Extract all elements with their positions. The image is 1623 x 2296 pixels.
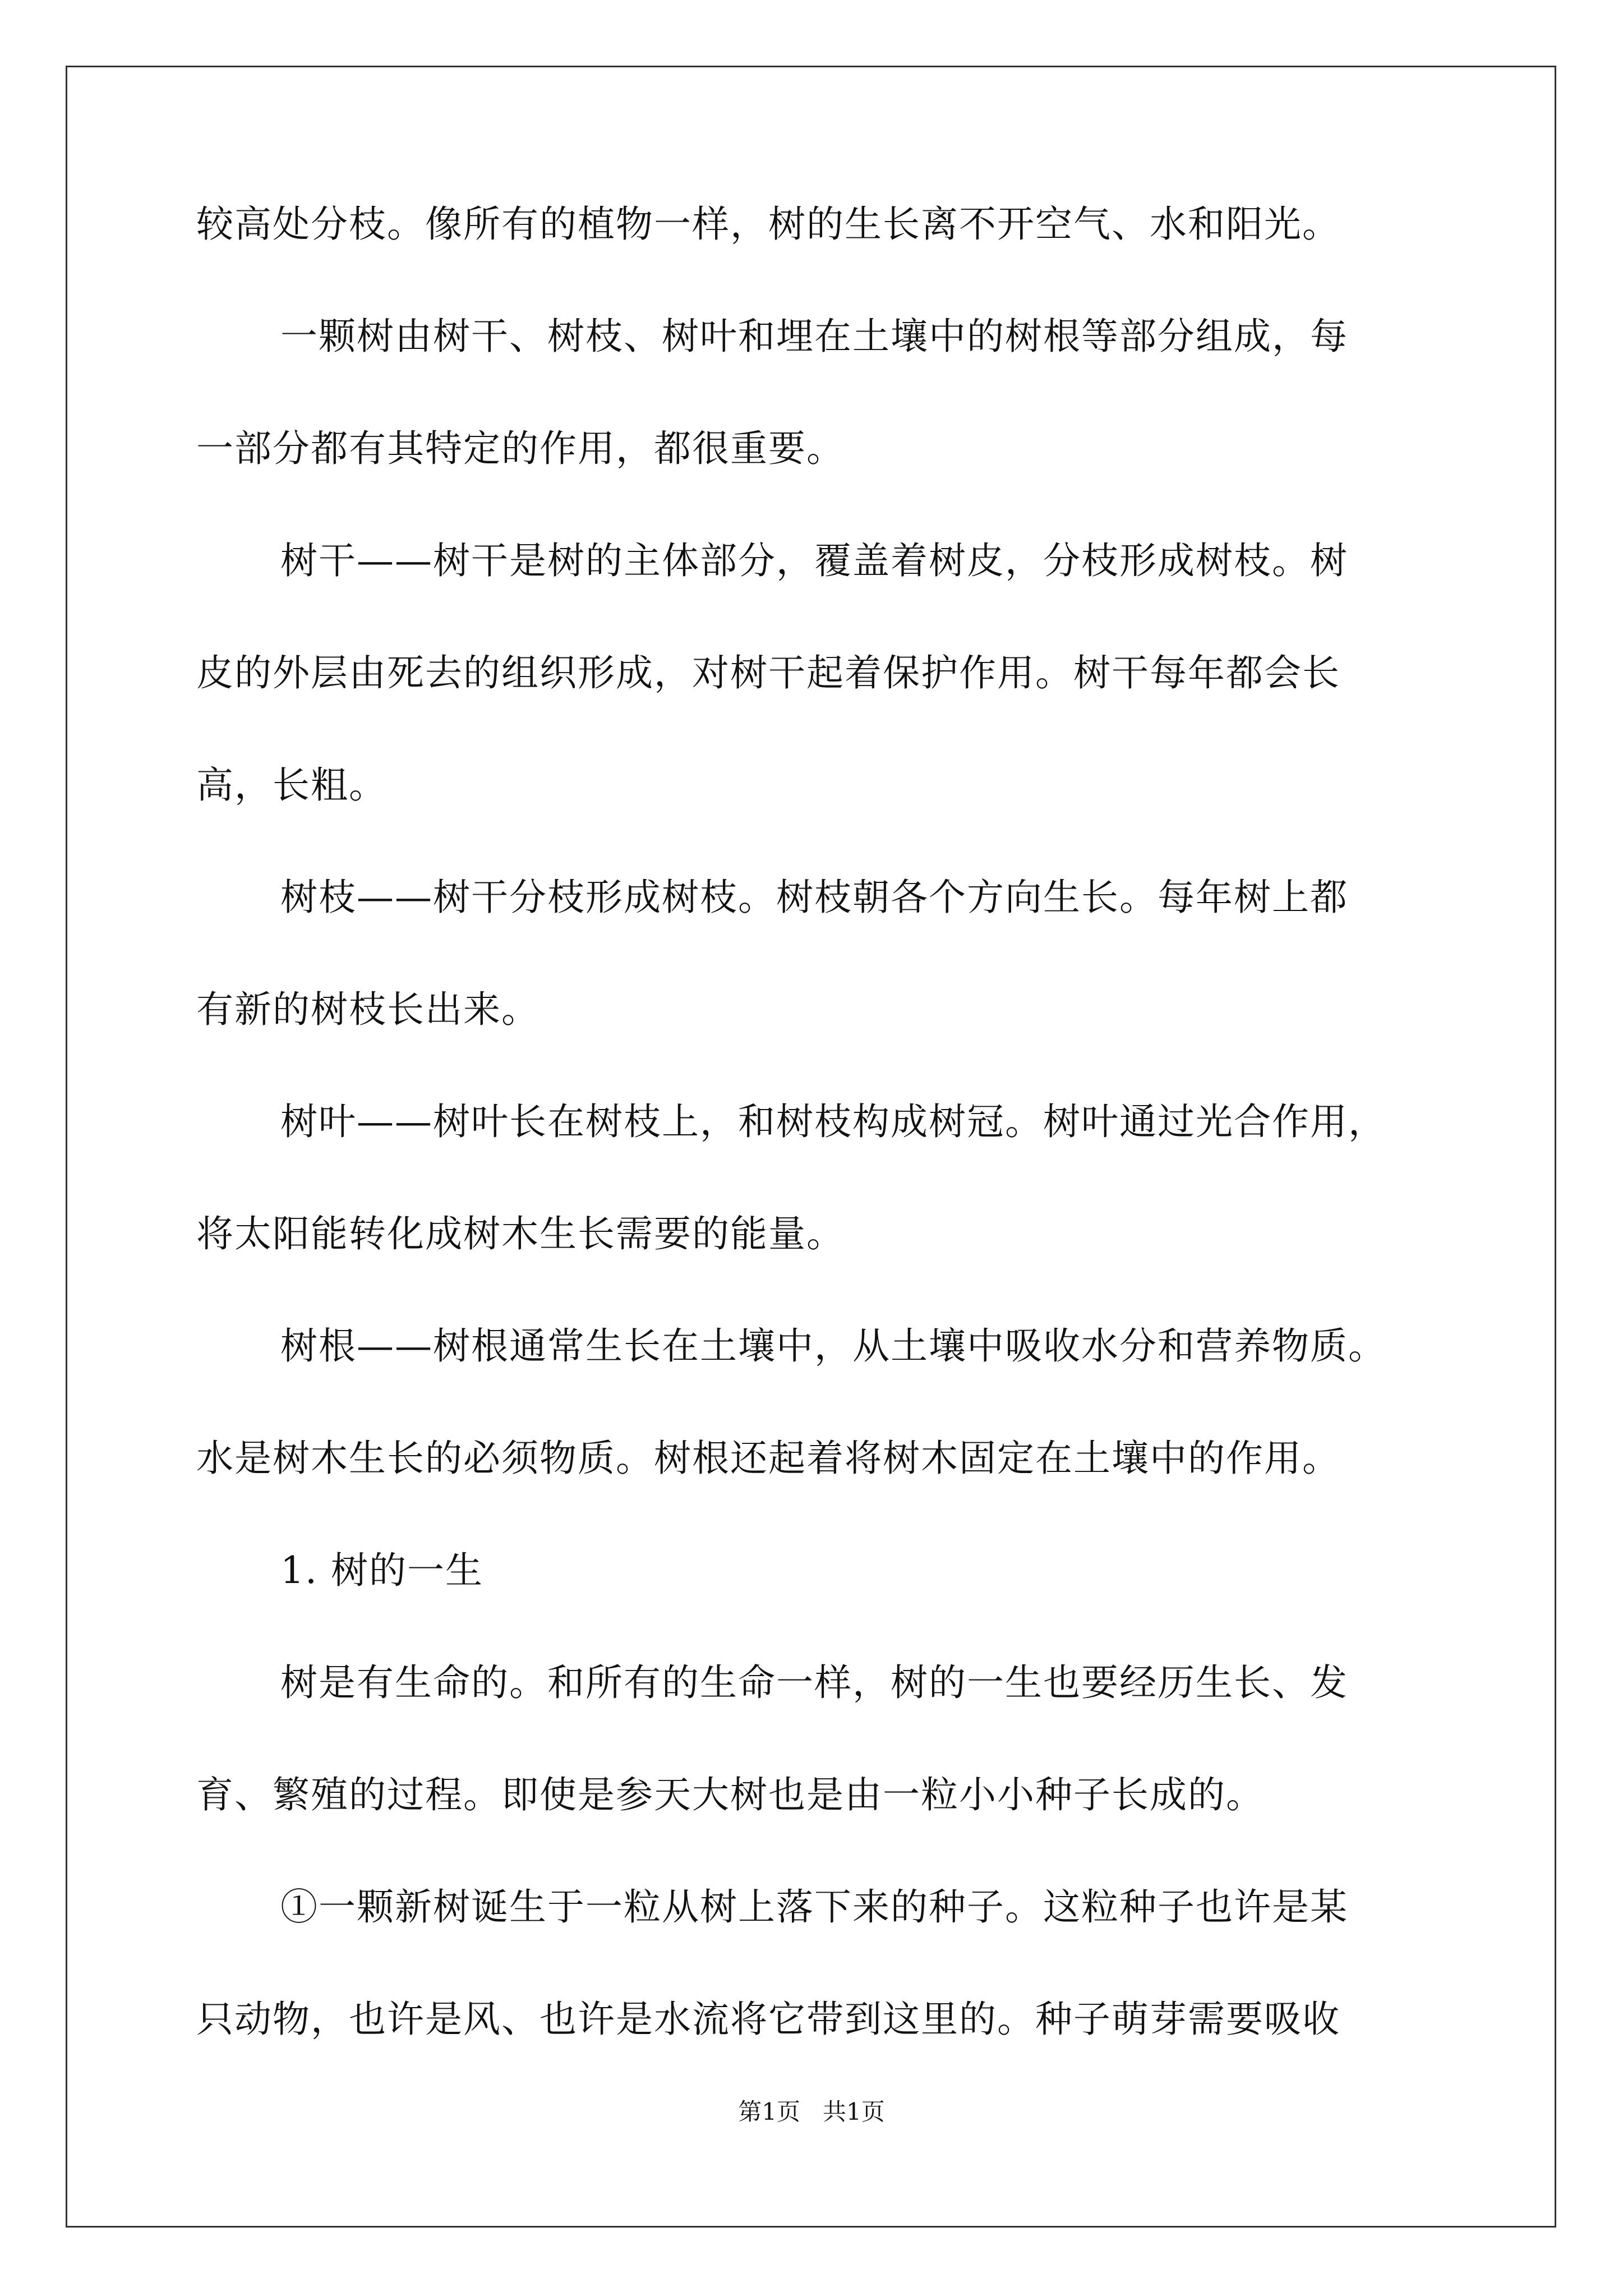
paragraph-line: 树干——树干是树的主体部分，覆盖着树皮，分枝形成树枝。树 bbox=[280, 539, 1348, 582]
text-line: 水是树木生长的必须物质。树根还起着将树木固定在土壤中的作用。 bbox=[196, 1437, 1340, 1480]
text-line: 将太阳能转化成树木生长需要的能量。 bbox=[196, 1212, 845, 1255]
text-line: 一部分都有其特定的作用，都很重要。 bbox=[196, 427, 845, 470]
text-line: 较高处分枝。像所有的植物一样，树的生长离不开空气、水和阳光。 bbox=[196, 203, 1340, 246]
paragraph-line: ①一颗新树诞生于一粒从树上落下来的种子。这粒种子也许是某 bbox=[280, 1885, 1348, 1929]
text-line: 有新的树枝长出来。 bbox=[196, 988, 540, 1031]
section-heading: 1. 树的一生 bbox=[280, 1549, 483, 1592]
text-line: 只动物，也许是风、也许是水流将它带到这里的。种子萌芽需要吸收 bbox=[196, 1998, 1340, 2041]
paragraph-line: 树根——树根通常生长在土壤中，从土壤中吸收水分和营养物质。 bbox=[280, 1324, 1386, 1368]
paragraph-line: 一颗树由树干、树枝、树叶和埋在土壤中的树根等部分组成，每 bbox=[280, 315, 1348, 358]
text-line: 育、繁殖的过程。即使是参天大树也是由一粒小小种子长成的。 bbox=[196, 1773, 1264, 1816]
paragraph-line: 树是有生命的。和所有的生命一样，树的一生也要经历生长、发 bbox=[280, 1661, 1348, 1704]
text-line: 高，长粗。 bbox=[196, 763, 387, 807]
page-footer: 第1页 共1页 bbox=[738, 2098, 885, 2125]
paragraph-line: 树枝——树干分枝形成树枝。树枝朝各个方向生长。每年树上都 bbox=[280, 876, 1348, 919]
paragraph-line: 树叶——树叶长在树枝上，和树枝构成树冠。树叶通过光合作用， bbox=[280, 1100, 1386, 1143]
text-line: 皮的外层由死去的组织形成，对树干起着保护作用。树干每年都会长 bbox=[196, 651, 1340, 694]
